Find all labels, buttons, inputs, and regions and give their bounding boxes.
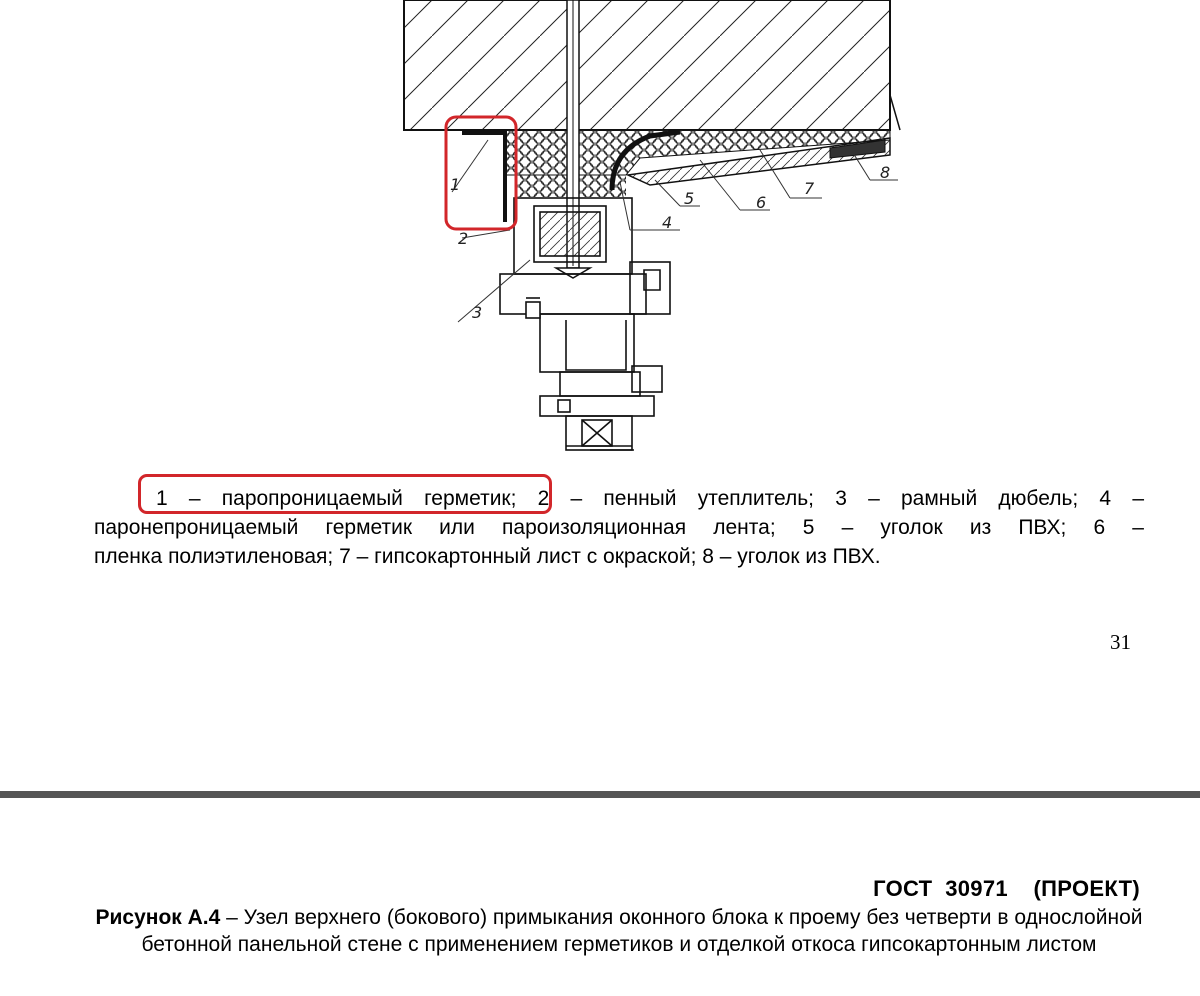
figure-label: Рисунок А.4 [95,906,221,929]
figure-caption-text: – Узел верхнего (бокового) примыкания оконного блока к проему без четверти в однослойной бетонной панельной стене с применением герметиков и отделкой откоса гипсокартонным листом [141,906,1143,956]
callout-5: 5 [684,189,695,208]
callout-1: 1 [450,175,461,194]
callout-4: 4 [662,213,673,232]
legend-text [94,484,1144,571]
callout-3: 3 [472,303,483,322]
legend-item-1: 1 – паропроницаемый герметик; [156,487,517,510]
document-header: ГОСТ 30971 (ПРОЕКТ) [873,876,1140,901]
legend-line-1-rest: 2 – пенный утеплитель; 3 – рамный дюбель; 4 – [516,487,1145,510]
foam-insulation [506,130,890,197]
callout-6: 6 [756,193,767,212]
window-frame-profile [500,198,673,450]
page-divider [0,791,1200,798]
callout-2: 2 [458,229,469,248]
legend-line-3: пленка полиэтиленовая; 7 – гипсокартонный лист с окраской; 8 – уголок из ПВХ. [94,545,881,568]
page-number: 31 [1110,630,1131,654]
legend-line-1 [94,484,1144,513]
window-junction-drawing [0,0,1200,460]
callout-7: 7 [804,179,815,198]
figure-caption [94,904,1144,958]
callout-8: 8 [880,163,891,182]
legend-line-2: паронепроницаемый герметик или пароизоляционная лента; 5 – уголок из ПВХ; 6 – [94,516,1144,539]
concrete-wall [404,0,900,130]
